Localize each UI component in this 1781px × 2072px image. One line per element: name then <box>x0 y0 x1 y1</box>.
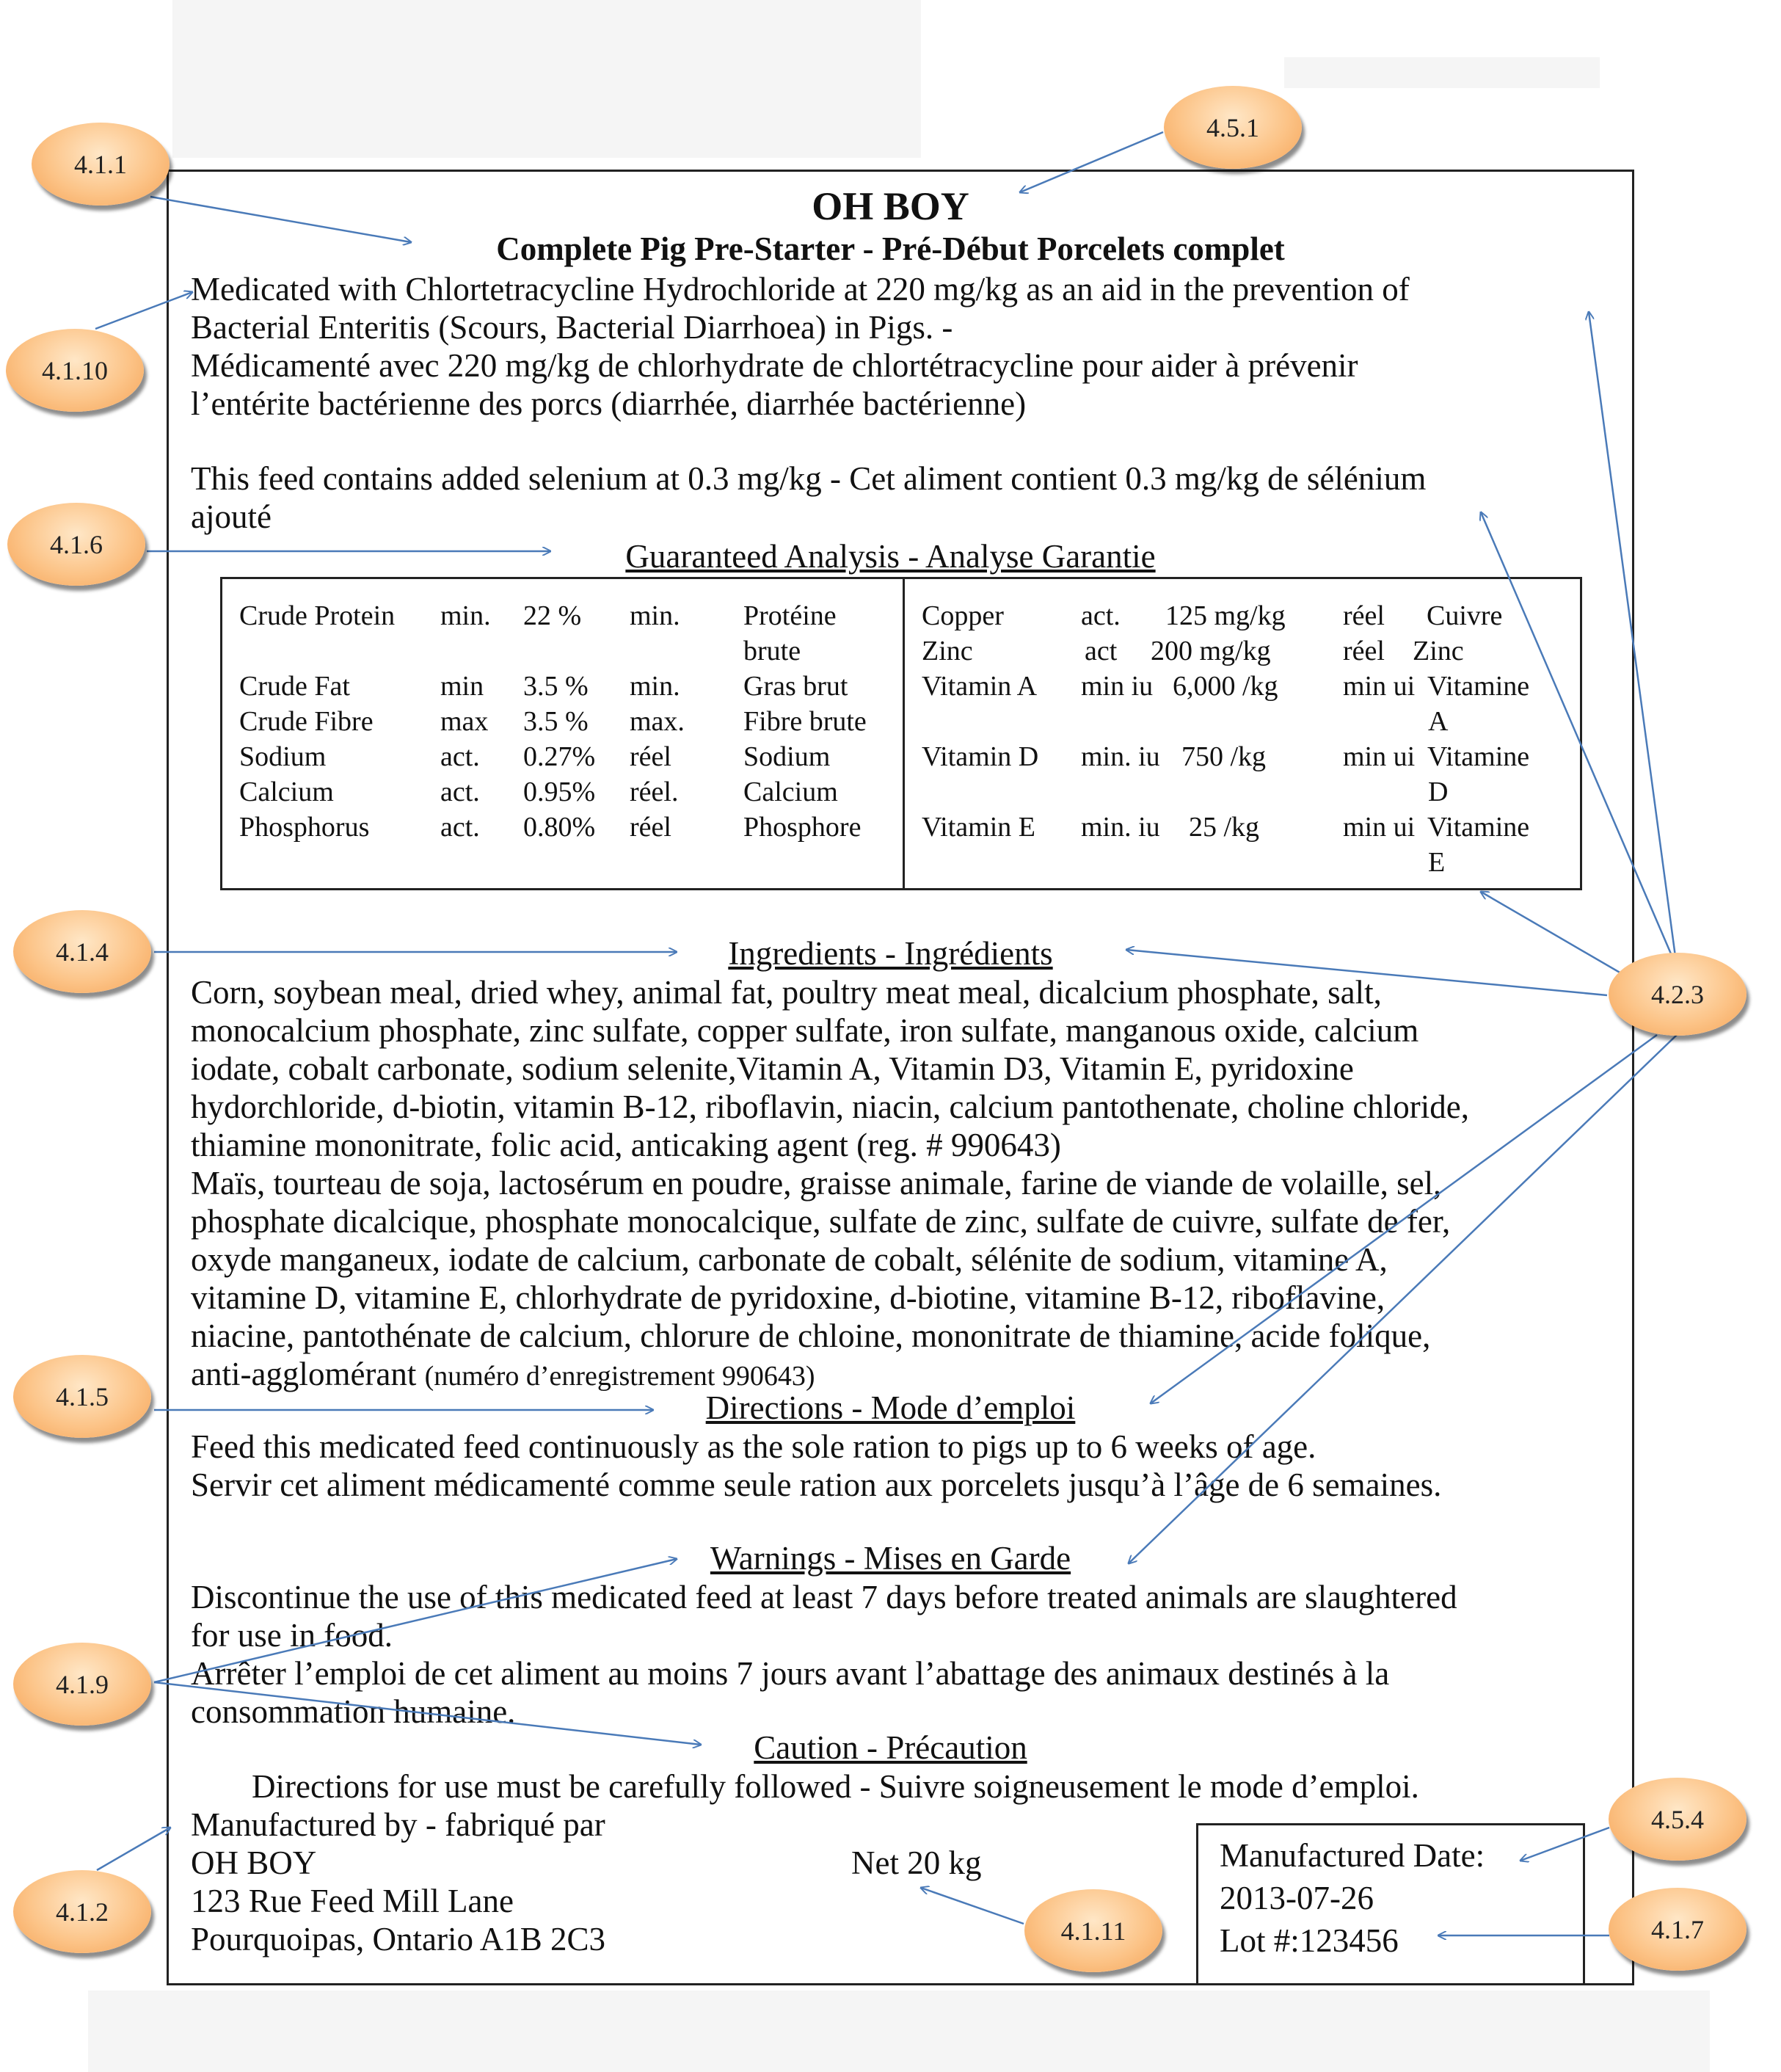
caution-heading: Caution - Précaution <box>754 1729 1027 1766</box>
lot-number: Lot #:123456 <box>1220 1922 1399 1959</box>
nutrient-name: Vitamin D <box>922 741 1039 772</box>
nutrient-qualifier-fr: réel <box>1343 636 1385 666</box>
nutrient-qualifier-fr: réel <box>1343 600 1385 631</box>
text-line: Médicamenté avec 220 mg/kg de chlorhydrate de chlortétracycline pour aider à prévenir <box>191 347 1358 384</box>
text-line: ajouté <box>191 498 272 535</box>
callout-4-1-5: 4.1.5 <box>13 1355 151 1438</box>
nutrient-qualifier: min. <box>440 600 491 631</box>
nutrient-value: 3.5 % <box>523 671 589 702</box>
nutrient-name-fr: Calcium <box>743 777 838 807</box>
nutrient-name-fr: Sodium <box>743 741 831 772</box>
nutrient-name: Vitamin A <box>922 671 1038 702</box>
nutrient-name: Phosphorus <box>239 812 370 843</box>
nutrient-qualifier: min <box>440 671 484 702</box>
text-line: phosphate dicalcique, phosphate monocalcique, sulfate de zinc, sulfate de cuivre, sulfate de fer, <box>191 1203 1451 1240</box>
net-weight: Net 20 kg <box>851 1844 982 1881</box>
text-line: Servir cet aliment médicamenté comme seule ration aux porcelets jusqu’à l’âge de 6 semaines. <box>191 1466 1442 1503</box>
callout-4-1-7: 4.1.7 <box>1609 1888 1747 1971</box>
nutrient-name-fr-cont: E <box>1428 847 1446 878</box>
nutrient-value: 200 mg/kg <box>1151 636 1271 666</box>
nutrient-value: 0.80% <box>523 812 596 843</box>
text-line: niacine, pantothénate de calcium, chlorure de chloine, mononitrate de thiamine, acide folique, <box>191 1317 1431 1354</box>
text-line: Maïs, tourteau de soja, lactosérum en poudre, graisse animale, farine de viande de volaille, sel, <box>191 1165 1442 1202</box>
nutrient-name: Zinc <box>922 636 973 666</box>
nutrient-qualifier-fr: min ui <box>1343 741 1416 772</box>
nutrient-name: Crude Fat <box>239 671 350 702</box>
text-line: This feed contains added selenium at 0.3 mg/kg - Cet aliment contient 0.3 mg/kg de sélénium <box>191 460 1427 497</box>
callout-4-1-6: 4.1.6 <box>7 503 145 586</box>
text-line: monocalcium phosphate, zinc sulfate, copper sulfate, iron sulfate, manganous oxide, calcium <box>191 1012 1419 1049</box>
nutrient-qualifier: min. iu <box>1081 812 1160 843</box>
manufactured-date: 2013-07-26 <box>1220 1880 1374 1916</box>
callout-4-1-2: 4.1.2 <box>13 1870 151 1953</box>
callout-4-1-10: 4.1.10 <box>6 329 144 412</box>
manufacturer-city: Pourquoipas, Ontario A1B 2C3 <box>191 1921 606 1958</box>
nutrient-name-fr: Gras brut <box>743 671 848 702</box>
nutrient-name: Vitamin E <box>922 812 1035 843</box>
nutrient-qualifier-fr: réel <box>630 812 671 843</box>
nutrient-value: 6,000 /kg <box>1173 671 1278 702</box>
nutrient-qualifier-fr: max. <box>630 706 685 737</box>
scan-shade-bottom <box>88 1991 1710 2072</box>
nutrient-name: Sodium <box>239 741 327 772</box>
nutrient-name-fr-cont: A <box>1428 706 1449 737</box>
text-line: iodate, cobalt carbonate, sodium selenite,Vitamin A, Vitamin D3, Vitamin E, pyridoxine <box>191 1050 1354 1087</box>
nutrient-qualifier-fr: réel. <box>630 777 679 807</box>
nutrient-name: Copper <box>922 600 1004 631</box>
manufacturer-address: 123 Rue Feed Mill Lane <box>191 1883 514 1919</box>
callout-4-1-11: 4.1.11 <box>1024 1889 1162 1972</box>
nutrient-name: Calcium <box>239 777 334 807</box>
text-line-main: anti-agglomérant <box>191 1356 417 1392</box>
scan-shade-top-right <box>1284 57 1600 88</box>
nutrient-name-fr: Cuivre <box>1427 600 1503 631</box>
text-line: l’entérite bactérienne des porcs (diarrhée, diarrhée bactérienne) <box>191 385 1027 422</box>
nutrient-qualifier: max <box>440 706 489 737</box>
registration-number: (numéro d’enregistrement 990643) <box>424 1361 815 1392</box>
nutrient-value: 125 mg/kg <box>1165 600 1286 631</box>
nutrient-qualifier-fr: min ui <box>1343 812 1416 843</box>
callout-4-2-3: 4.2.3 <box>1609 953 1747 1036</box>
text-line: consommation humaine. <box>191 1693 516 1730</box>
nutrient-name-fr: Vitamine <box>1427 671 1530 702</box>
nutrient-qualifier: act <box>1085 636 1118 666</box>
text-line: Discontinue the use of this medicated feed at least 7 days before treated animals are slaughtered <box>191 1579 1457 1615</box>
text-line: Bacterial Enteritis (Scours, Bacterial Diarrhoea) in Pigs. - <box>191 309 953 346</box>
arrow-4-1-2 <box>97 1828 170 1870</box>
text-line: hydorchloride, d-biotin, vitamin B-12, riboflavin, niacin, calcium pantothenate, choline chloride, <box>191 1088 1470 1125</box>
scan-shade-top <box>172 0 921 158</box>
nutrient-name: Crude Protein <box>239 600 396 631</box>
manufacturer-line: Manufactured by - fabriqué par <box>191 1806 605 1843</box>
nutrient-qualifier: min. iu <box>1081 741 1160 772</box>
nutrient-qualifier: act. <box>440 777 480 807</box>
callout-4-5-1: 4.5.1 <box>1164 86 1302 169</box>
nutrient-value: 3.5 % <box>523 706 589 737</box>
nutrient-qualifier-fr: min. <box>630 600 680 631</box>
nutrient-qualifier-fr: min ui <box>1343 671 1416 702</box>
text-line: thiamine mononitrate, folic acid, anticaking agent (reg. # 990643) <box>191 1127 1061 1163</box>
nutrient-qualifier-fr: min. <box>630 671 680 702</box>
nutrient-name-fr: Phosphore <box>743 812 862 843</box>
text-line: vitamine D, vitamine E, chlorhydrate de pyridoxine, d-biotine, vitamine B-12, riboflavine, <box>191 1279 1385 1316</box>
nutrient-qualifier: act. <box>440 741 480 772</box>
directions-heading: Directions - Mode d’emploi <box>705 1389 1076 1426</box>
nutrient-name-fr: Zinc <box>1413 636 1464 666</box>
callout-4-5-4: 4.5.4 <box>1609 1778 1747 1861</box>
text-line: Corn, soybean meal, dried whey, animal fat, poultry meat meal, dicalcium phosphate, salt, <box>191 974 1382 1011</box>
warnings-heading: Warnings - Mises en Garde <box>710 1540 1071 1577</box>
product-name: OH BOY <box>812 184 969 228</box>
manufacturer-name: OH BOY <box>191 1844 317 1881</box>
text-line: Feed this medicated feed continuously as the sole ration to pigs up to 6 weeks of age. <box>191 1428 1316 1465</box>
text-line: oxyde manganeux, iodate de calcium, carbonate de cobalt, sélénite de sodium, vitamine A, <box>191 1241 1388 1278</box>
nutrient-name-fr-cont: D <box>1428 777 1449 807</box>
nutrient-qualifier: act. <box>440 812 480 843</box>
manufactured-date-label: Manufactured Date: <box>1220 1837 1485 1874</box>
text-line: Medicated with Chlortetracycline Hydrochloride at 220 mg/kg as an aid in the prevention of <box>191 271 1410 308</box>
text-line: Arrêter l’emploi de cet aliment au moins 7 jours avant l’abattage des animaux destinés à la <box>191 1655 1390 1692</box>
nutrient-value: 25 /kg <box>1189 812 1260 843</box>
text-line: for use in food. <box>191 1617 393 1654</box>
nutrient-name-fr: Protéine <box>743 600 837 631</box>
nutrient-name-fr: Vitamine <box>1427 741 1530 772</box>
nutrient-name-fr: Vitamine <box>1427 812 1530 843</box>
nutrient-value: 22 % <box>523 600 582 631</box>
callout-4-1-4: 4.1.4 <box>13 910 151 993</box>
nutrient-value: 750 /kg <box>1181 741 1267 772</box>
nutrient-value: 0.27% <box>523 741 596 772</box>
nutrient-name-fr-cont: brute <box>743 636 801 666</box>
nutrient-qualifier: min iu <box>1081 671 1154 702</box>
nutrient-value: 0.95% <box>523 777 596 807</box>
guaranteed-analysis-heading: Guaranteed Analysis - Analyse Garantie <box>625 538 1156 575</box>
callout-4-1-9: 4.1.9 <box>13 1643 151 1726</box>
nutrient-name: Crude Fibre <box>239 706 374 737</box>
product-subtitle: Complete Pig Pre-Starter - Pré-Début Porcelets complet <box>496 230 1285 267</box>
nutrient-qualifier-fr: réel <box>630 741 671 772</box>
nutrient-name-fr: Fibre brute <box>743 706 867 737</box>
table-divider <box>903 577 905 890</box>
callout-4-1-1: 4.1.1 <box>32 123 170 206</box>
ingredients-heading: Ingredients - Ingrédients <box>728 935 1053 972</box>
caution-text: Directions for use must be carefully followed - Suivre soigneusement le mode d’emploi. <box>252 1768 1419 1805</box>
nutrient-qualifier: act. <box>1081 600 1121 631</box>
